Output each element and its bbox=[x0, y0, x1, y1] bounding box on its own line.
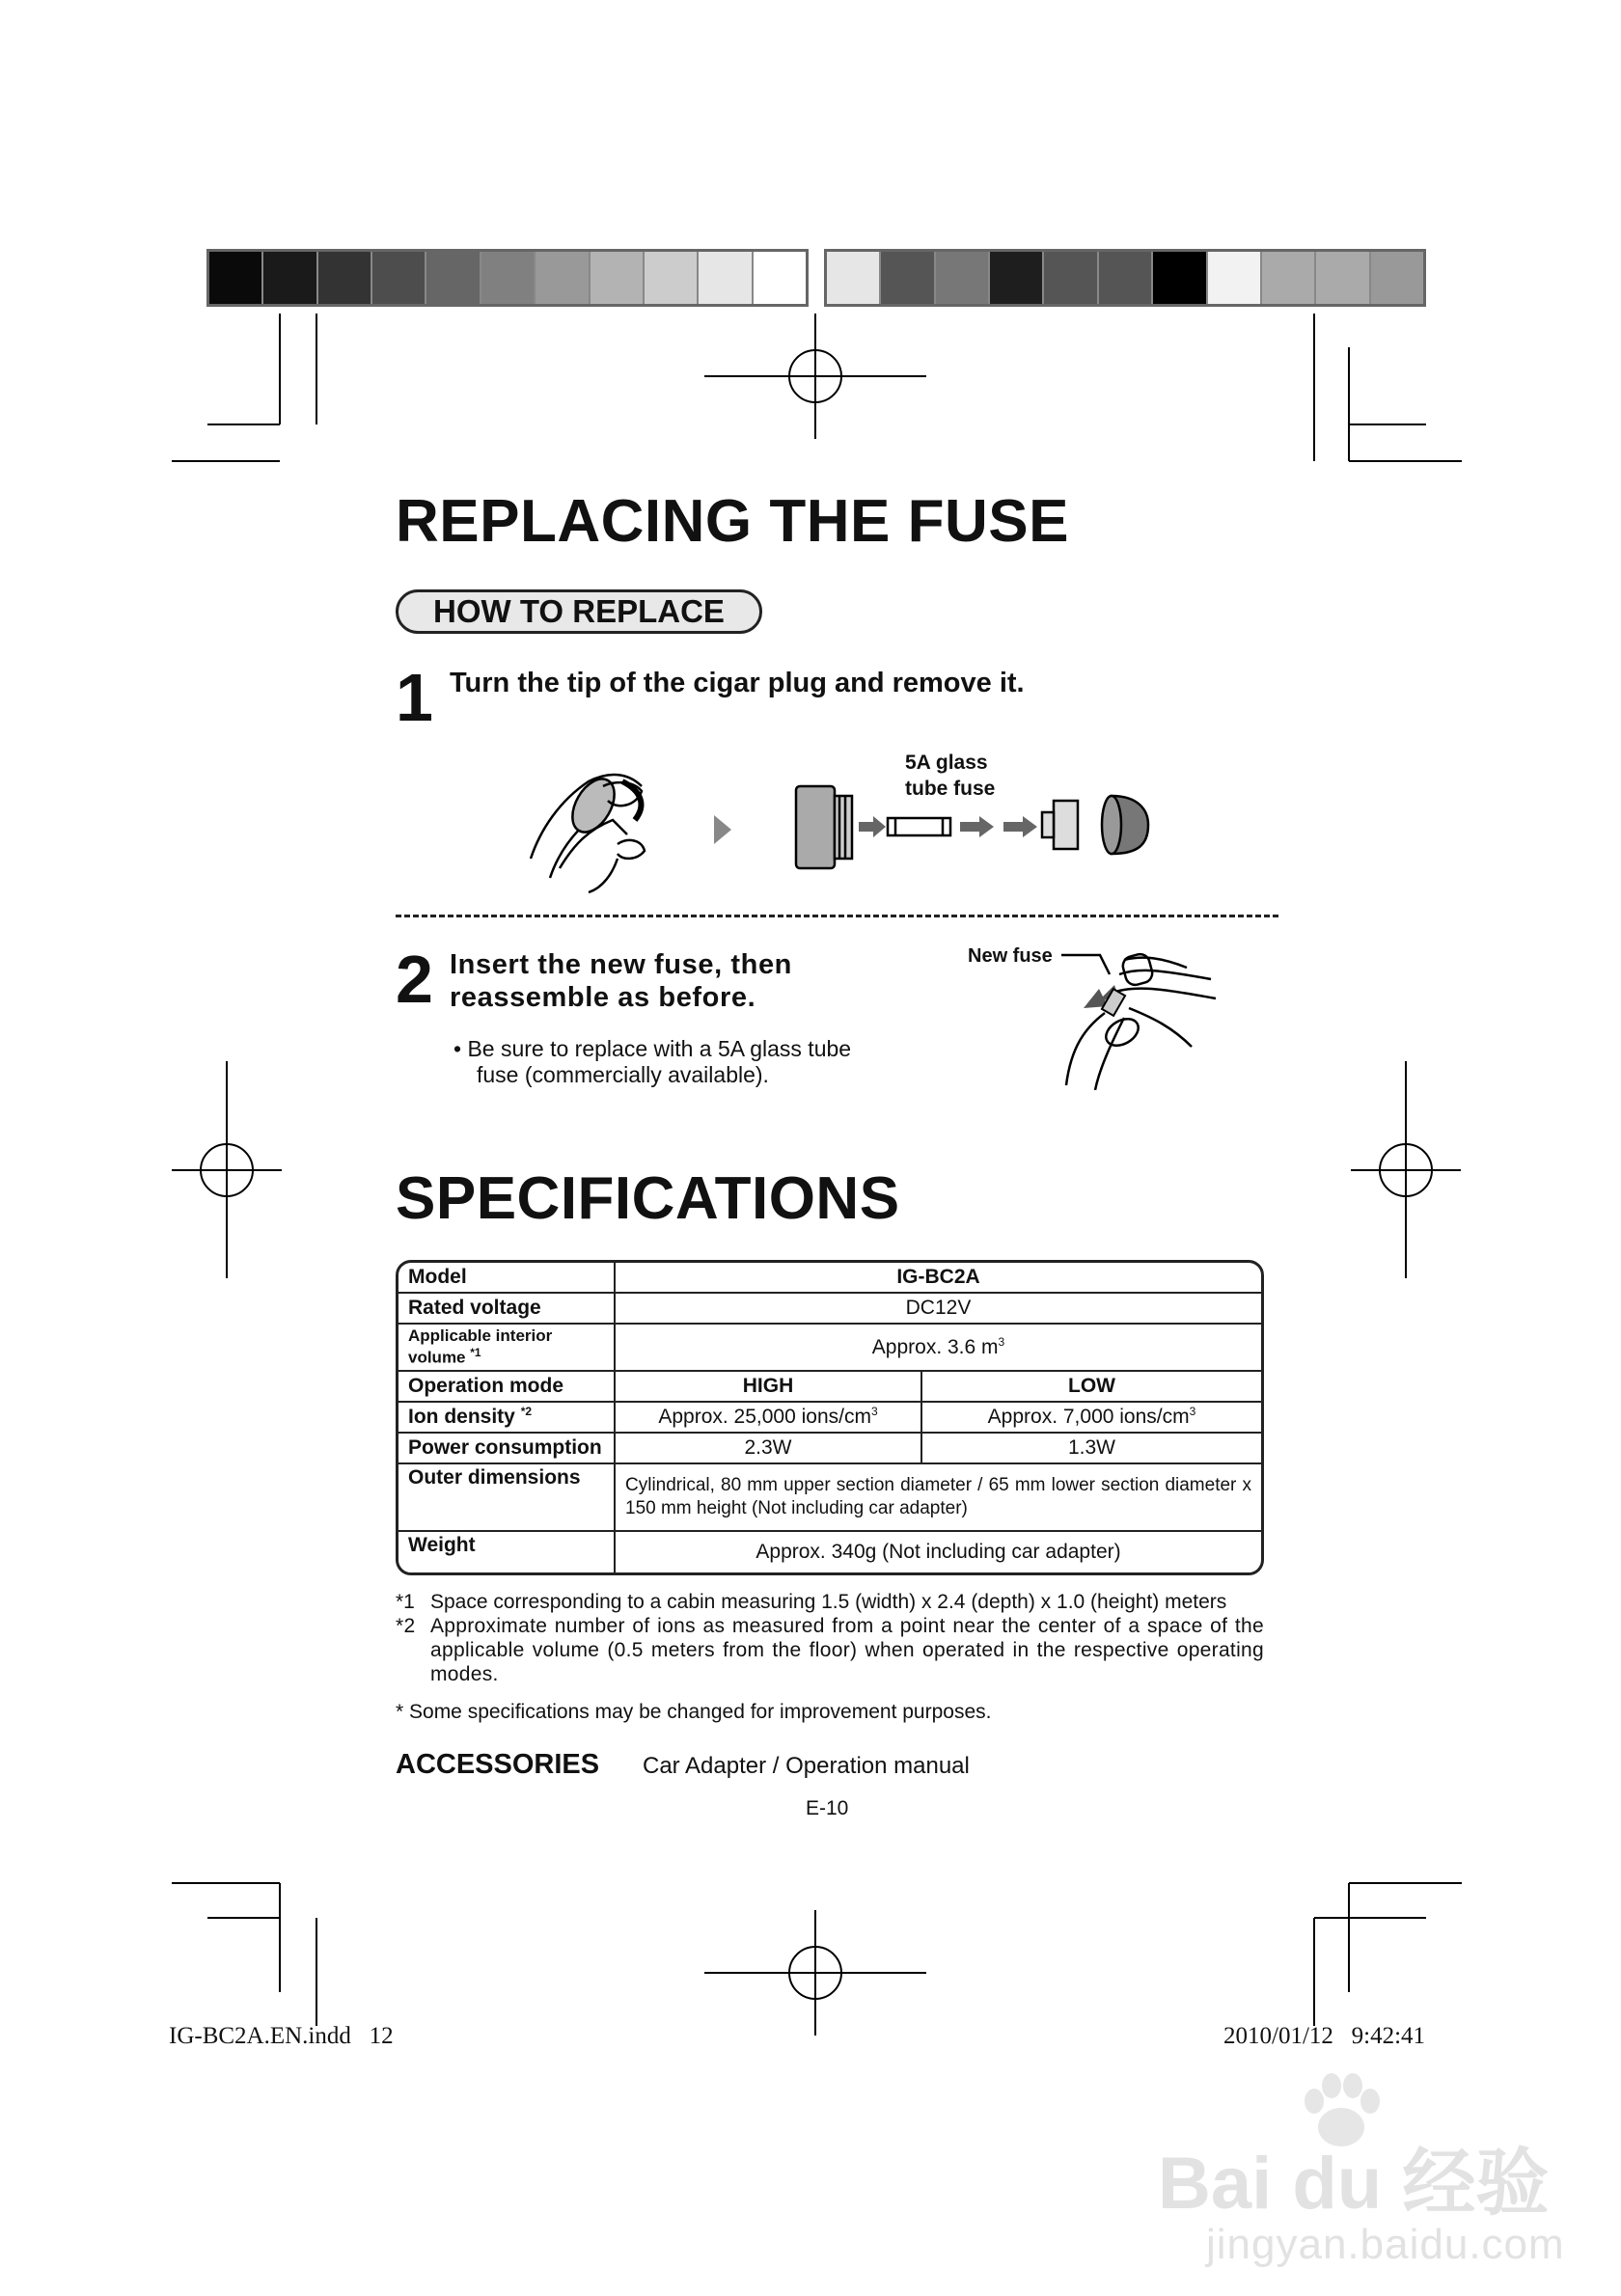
how-to-replace-pill: HOW TO REPLACE bbox=[396, 589, 762, 634]
dashed-divider bbox=[396, 915, 1278, 917]
step-2-bullet bbox=[453, 1036, 851, 1088]
fuse-label-line2: tube fuse bbox=[905, 778, 996, 800]
label-volume: Applicable interior volume $^{*1}$ bbox=[398, 1325, 616, 1372]
value-power-low: 1.3W bbox=[922, 1434, 1261, 1464]
footnote-1 bbox=[396, 1590, 1264, 1614]
value-mode-high: HIGH bbox=[616, 1372, 922, 1403]
row-power bbox=[398, 1434, 1261, 1464]
insert-fuse-illustration bbox=[1057, 941, 1230, 1090]
footnote-1-text: Space corresponding to a cabin measuring 1.5 (width) x 2.4 (depth) x 1.0 (height) meters bbox=[430, 1591, 1227, 1613]
step-2-bullet-line2: fuse (commercially available). bbox=[477, 1062, 769, 1087]
row-model bbox=[398, 1263, 1261, 1294]
watermark-url: jingyan.baidu.com bbox=[1206, 2221, 1565, 2268]
label-weight: Weight bbox=[398, 1532, 616, 1572]
row-volume bbox=[398, 1325, 1261, 1372]
fuse-label-line1: 5A glass bbox=[905, 752, 988, 774]
row-voltage bbox=[398, 1294, 1261, 1325]
page-number: E-10 bbox=[806, 1797, 849, 1819]
value-volume: Approx. 3.6 $m^3$ bbox=[616, 1325, 1261, 1372]
step-1-text: Turn the tip of the cigar plug and remove it. bbox=[450, 668, 1025, 698]
footnote-2-text: Approximate number of ions as measured from a point near the center of a space of the applicable volume (0.5 meters from the floor) when operated in the respective operating modes. bbox=[430, 1615, 1264, 1685]
footnote-2-mark: *2 bbox=[396, 1615, 416, 1637]
accessories-value: Car Adapter / Operation manual bbox=[643, 1753, 970, 1779]
watermark-brand: Bai du 经验 bbox=[1158, 2143, 1550, 2225]
cigar-plug-illustration bbox=[521, 752, 1158, 897]
label-power: Power consumption bbox=[398, 1434, 616, 1464]
label-model: Model bbox=[398, 1263, 616, 1294]
baidu-watermark bbox=[1129, 2064, 1611, 2286]
row-ion bbox=[398, 1403, 1261, 1434]
value-mode-low: LOW bbox=[922, 1372, 1261, 1403]
spec-title: SPECIFICATIONS bbox=[396, 1165, 900, 1232]
label-ion: Ion density $^{*2}$ bbox=[398, 1403, 616, 1434]
step-2-line2: reassemble as before. bbox=[450, 982, 756, 1013]
step-1-number: 1 bbox=[396, 660, 433, 735]
footnote-1-mark: *1 bbox=[396, 1591, 415, 1613]
value-ion-low: Approx. 7,000 ions/$cm^3$ bbox=[922, 1403, 1261, 1434]
step-2-text bbox=[450, 948, 792, 1014]
value-model: IG-BC2A bbox=[616, 1263, 1261, 1294]
slug-datetime: 2010/01/12 9:42:41 bbox=[1223, 2023, 1426, 2049]
page-title: REPLACING THE FUSE bbox=[396, 488, 1069, 555]
accessories-label: ACCESSORIES bbox=[396, 1749, 600, 1780]
row-weight bbox=[398, 1532, 1261, 1572]
slug-file: IG-BC2A.EN.indd 12 bbox=[169, 2023, 394, 2049]
footnote-2 bbox=[396, 1614, 1264, 1686]
value-weight: Approx. 340g (Not including car adapter) bbox=[756, 1540, 1121, 1563]
row-dims bbox=[398, 1464, 1261, 1532]
step-2-number: 2 bbox=[396, 942, 433, 1017]
step-2-bullet-line1: • Be sure to replace with a 5A glass tube bbox=[453, 1036, 852, 1061]
label-mode: Operation mode bbox=[398, 1372, 616, 1403]
label-voltage: Rated voltage bbox=[398, 1294, 616, 1325]
step-2-line1: Insert the new fuse, then bbox=[450, 949, 792, 980]
value-ion-high: Approx. 25,000 ions/$cm^3$ bbox=[616, 1403, 922, 1434]
value-dims: Cylindrical, 80 mm upper section diameter / 65 mm lower section diameter x 150 mm height (Not including car adapter) bbox=[616, 1464, 1261, 1532]
footnote-3: * Some specifications may be changed for improvement purposes. bbox=[396, 1701, 992, 1723]
value-power-high: 2.3W bbox=[616, 1434, 922, 1464]
spec-table bbox=[396, 1260, 1264, 1575]
fuse-label bbox=[905, 750, 995, 802]
value-voltage: DC12V bbox=[616, 1294, 1261, 1325]
label-dims: Outer dimensions bbox=[398, 1464, 616, 1532]
new-fuse-label: New fuse bbox=[968, 945, 1053, 967]
row-mode bbox=[398, 1372, 1261, 1403]
